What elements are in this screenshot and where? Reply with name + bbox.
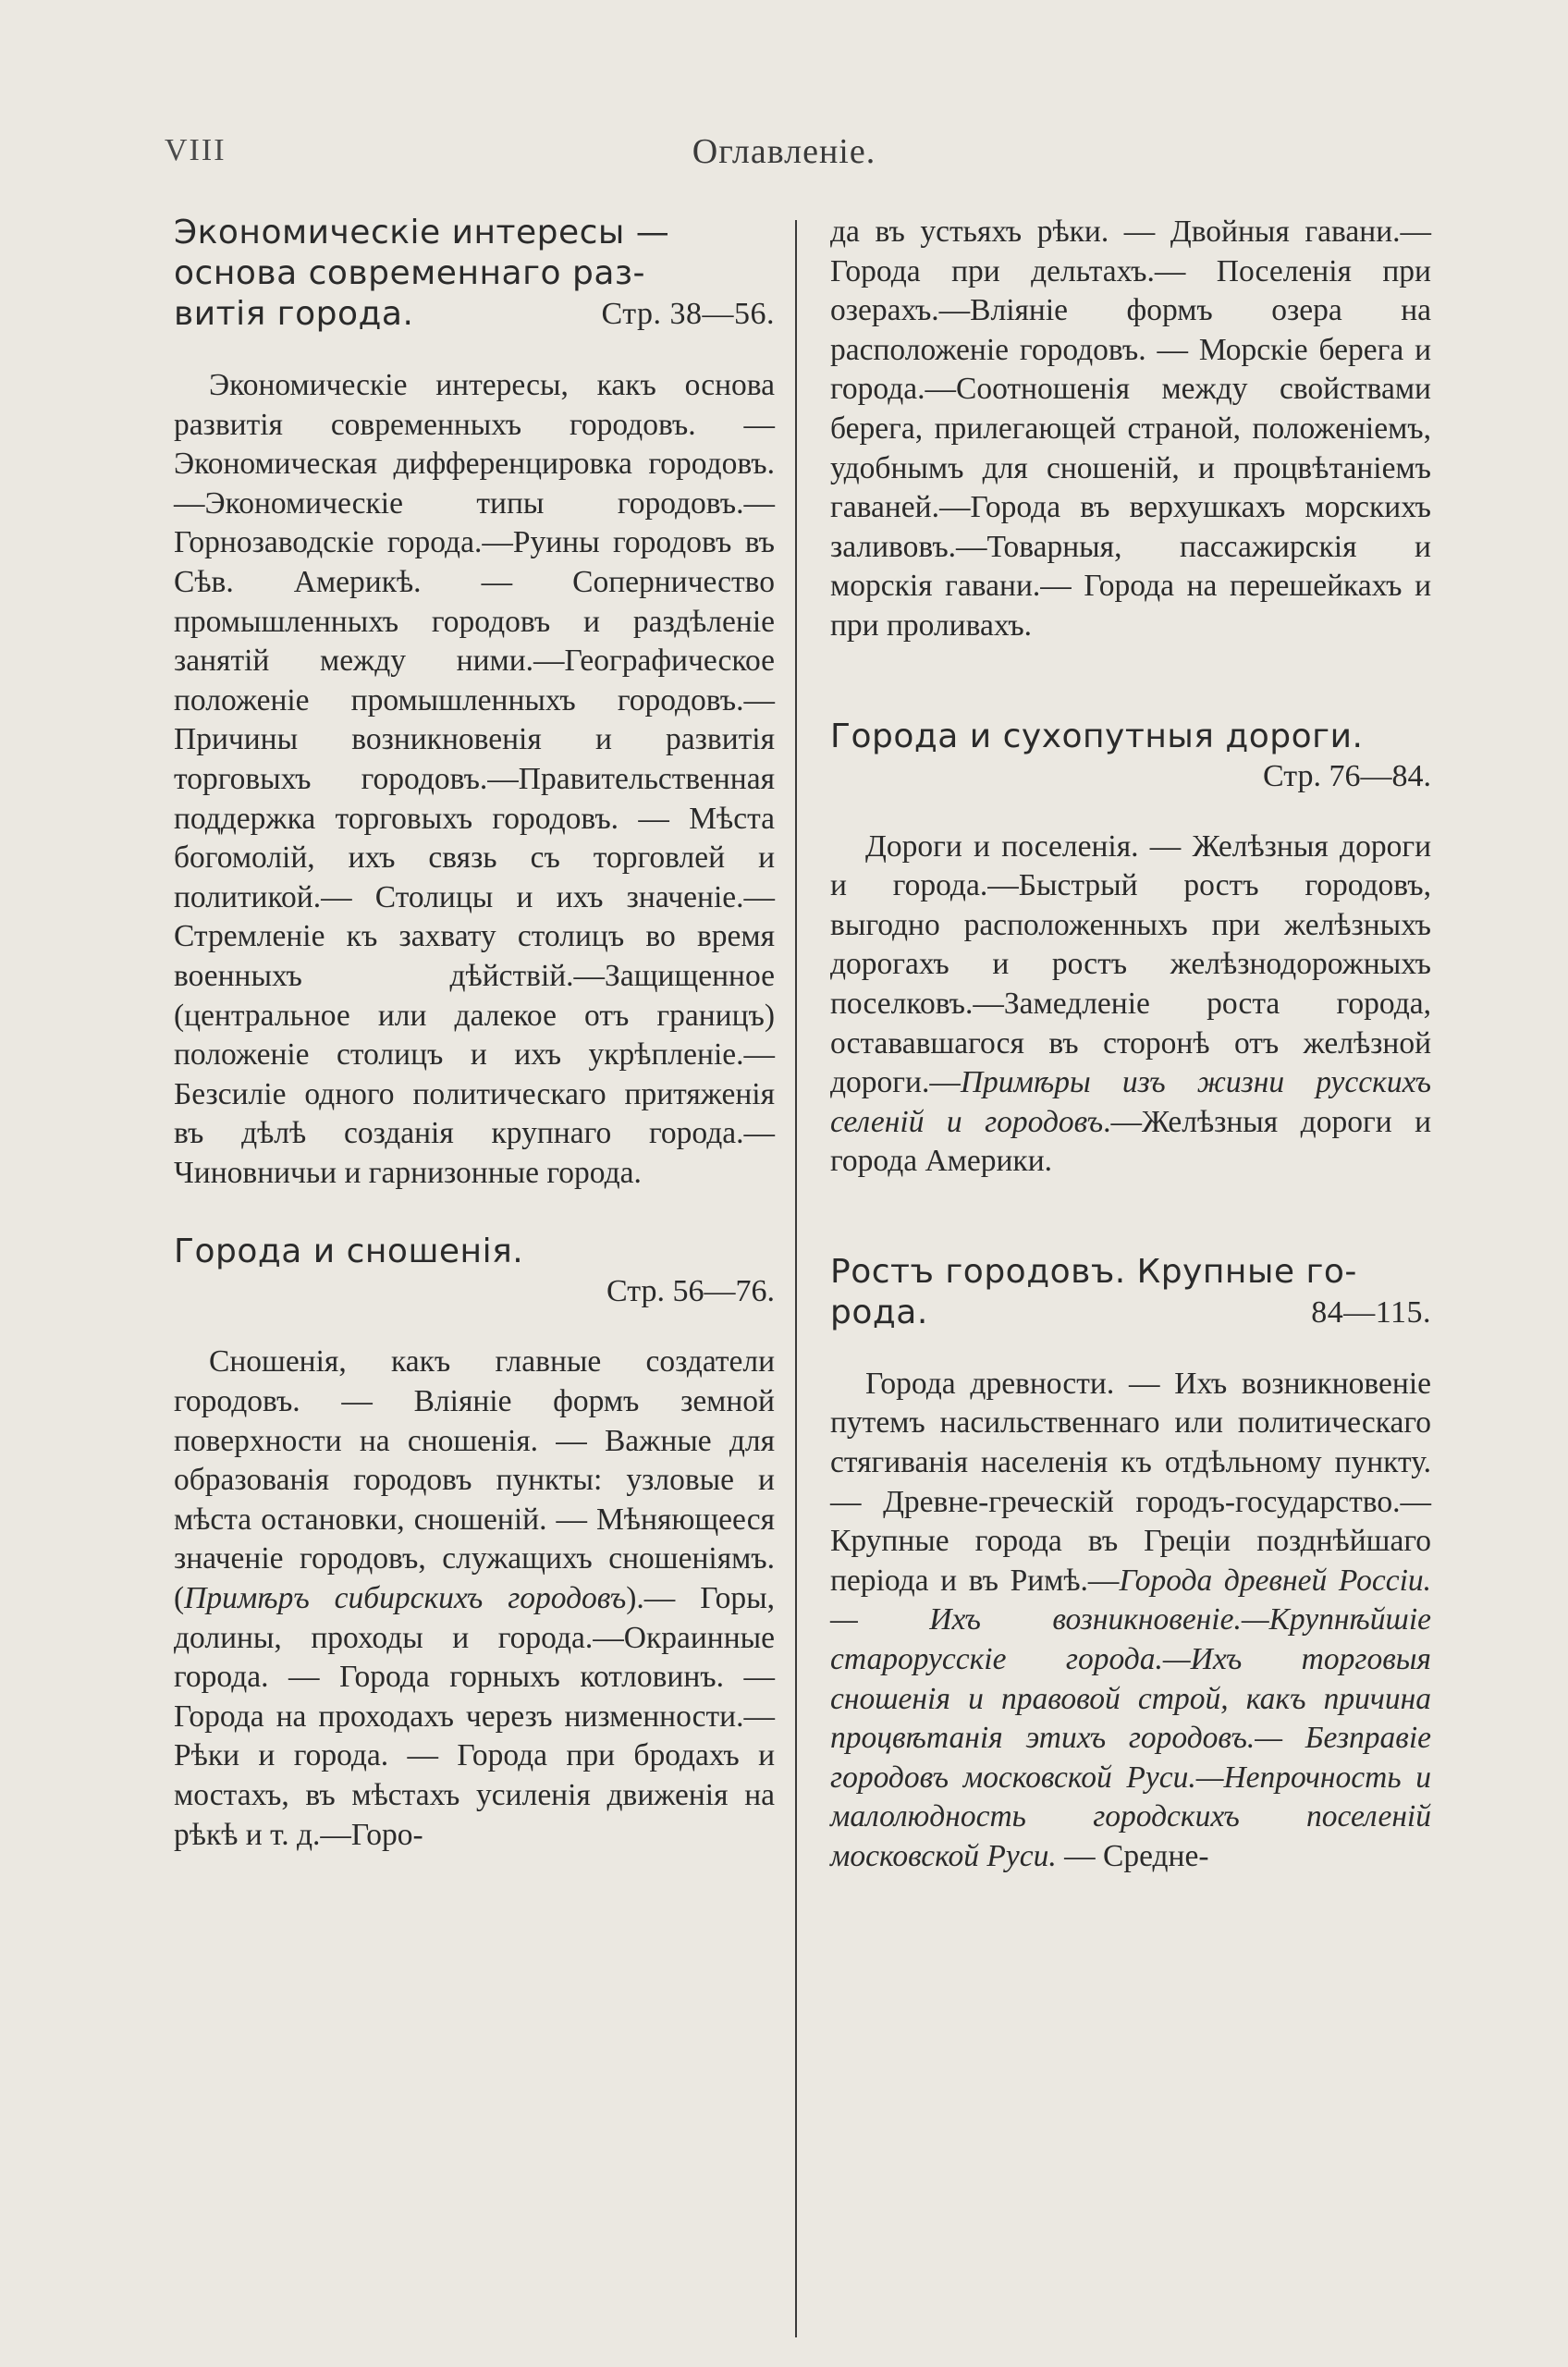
heading-last-line	[174, 294, 775, 335]
section-cities-and-communications	[174, 1232, 775, 1855]
page-range: Стр. 56—76.	[606, 1274, 775, 1309]
section-body	[830, 828, 1431, 1182]
body-text: Города древности. — Ихъ возникновеніе путемъ насильственнаго или политическаго стягиванія населенія къ отдѣльному пункту.— Древне-греческій городъ-государство.— Крупные города въ Греціи позднѣйшаго періода и въ Римѣ.—	[830, 1366, 1431, 1598]
left-column	[174, 213, 775, 1855]
body-text: .—Желѣзныя дороги и города Америки.	[830, 1104, 1432, 1179]
continued-body: да въ устьяхъ рѣки. — Двойныя гавани.—Города при дельтахъ.— Поселенія при озерахъ.—Вліяніе формъ озера на расположеніе городовъ. — Морскіе берега и города.—Соотношенія между свойствами берега, прилегающей страной, положеніемъ, удобнымъ для сношеній, и процвѣтаніемъ гаваней.—Города въ верхушкахъ морскихъ заливовъ.—Товарныя, пассажирскія и морскія гавани.— Города на перешейкахъ и при проливахъ.	[830, 215, 1431, 643]
body-italic: Примѣры изъ жизни русскихъ селеній и городовъ	[830, 1065, 1431, 1139]
body-text: — Средне-	[1056, 1839, 1209, 1873]
spacer	[830, 1220, 1431, 1252]
body-text: Сношенія, какъ главные создатели городовъ. — Вліяніе формъ земной поверхности на сношенія. — Важные для образованія городовъ пункты: узловые и мѣста остановки, сношеній. — Мѣняющееся значеніе городовъ, служащихъ сношеніямъ. (	[174, 1344, 775, 1616]
section-heading: Города и сношенія.	[174, 1233, 524, 1271]
section-cities-and-roads	[830, 717, 1431, 1182]
body-italic: Примѣръ сибирскихъ городовъ	[184, 1581, 627, 1616]
section-body: Экономическіе интересы, какъ основа развитія современныхъ городовъ. — Экономическая дифференцировка городовъ.—Экономическіе типы городовъ.— Горнозаводскіе города.—Руины городовъ въ Сѣв. Америкѣ. — Соперничество промышленныхъ городовъ и раздѣленіе занятій между ними.—Географическое положеніе промышленныхъ городовъ.—Причины возникновенія и развитія торговыхъ городовъ.—Правительственная поддержка торговыхъ городовъ. — Мѣста богомолій, ихъ связь съ торговлей и политикой.— Столицы и ихъ значеніе.—Стремленіе къ захвату столицъ во время военныхъ дѣйствій.—Защищенное (центральное или далекое отъ границъ) положеніе столицъ и ихъ укрѣпленіе.—Безсиліе одного политическаго притяженія въ дѣлѣ созданія крупнаго города.— Чиновничьи и гарнизонные города.	[174, 368, 775, 1190]
spacer	[830, 646, 1431, 685]
body-text: Дороги и поселенія. — Желѣзныя дороги и города.—Быстрый ростъ городовъ, выгодно расположенныхъ при желѣзныхъ дорогахъ и ростъ желѣзнодорожныхъ поселковъ.—Замедленіе роста города, остававшагося въ сторонѣ отъ желѣзной дороги.—	[830, 828, 1431, 1100]
section-body	[174, 1343, 775, 1855]
spacer	[830, 1182, 1431, 1220]
section-economic-interests	[174, 213, 775, 1193]
body-italic: Города древней Россіи.— Ихъ возникновеніе.—Крупнѣйшіе старорусскіе города.—Ихъ торговыя сношенія и правовой строй, какъ причина процвѣтанія этихъ городовъ.— Безправіе городовъ московской Руси.—Непрочность и малолюдность городскихъ поселеній московской Руси.	[830, 1563, 1431, 1873]
spacer	[830, 685, 1431, 717]
page-number: VIII	[165, 133, 227, 167]
heading-line: витія города.	[174, 295, 414, 333]
spacer	[830, 796, 1431, 828]
heading-line: Экономическіе интересы —	[174, 214, 670, 251]
body-text: ).— Горы, долины, проходы и города.—Окраинные города. — Города горныхъ котловинъ. — Города на проходахъ черезъ низменности.—Рѣки и города. — Города при бродахъ и мостахъ, въ мѣстахъ усиленія движенія на рѣкѣ и т. д.—Горо-	[174, 1581, 776, 1852]
spacer	[174, 335, 775, 366]
right-column	[830, 213, 1431, 1877]
heading-line: основа современнаго раз-	[174, 254, 646, 292]
section-growth-of-cities	[830, 1252, 1431, 1877]
page-title: Оглавленіе.	[692, 132, 876, 171]
heading-line: Ростъ городовъ. Крупные го-	[830, 1252, 1357, 1291]
heading-line: рода.	[830, 1293, 928, 1331]
column-divider	[795, 220, 797, 2337]
section-heading: Города и сухопутныя дороги.	[830, 717, 1364, 755]
running-head	[0, 122, 1568, 178]
section-heading	[830, 1252, 1431, 1333]
spacer	[174, 1193, 775, 1232]
section-heading	[174, 213, 775, 335]
page-range: 84—115.	[1311, 1294, 1431, 1330]
page-range: Стр. 76—84.	[1262, 758, 1431, 793]
section-body	[830, 1365, 1431, 1877]
heading-last-line	[830, 1293, 1431, 1333]
spacer	[174, 1311, 775, 1343]
page-range: Стр. 38—56.	[601, 297, 775, 331]
spacer	[830, 1333, 1431, 1365]
